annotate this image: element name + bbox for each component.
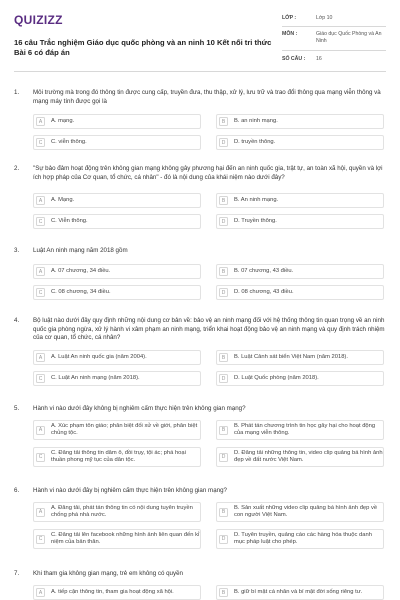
meta-row-subject xyxy=(282,27,386,51)
option-text: A. Xúc phạm tôn giáo; phân biệt đối xử về giới, phân biệt chủng tộc. xyxy=(51,422,198,436)
option-c[interactable] xyxy=(33,135,201,150)
option-letter: D xyxy=(219,453,228,462)
question-number: 5. xyxy=(14,405,20,412)
option-letter: B xyxy=(219,267,228,276)
question-number: 3. xyxy=(14,247,20,254)
option-a[interactable] xyxy=(33,420,201,440)
option-text: D. truyền thông. xyxy=(234,138,276,145)
option-text: D. Tuyên truyền, quảng cáo các hàng hóa thuộc danh mục pháp luật cho phép. xyxy=(234,531,372,545)
question-number: 6. xyxy=(14,487,20,494)
option-text: A. mạng. xyxy=(51,117,75,124)
question-text: "Sự bảo đảm hoạt động trên không gian mạng không gây phương hại đến an ninh quốc gia, trật tự, an toàn xã hội, quyền và lợi ích hợp pháp của Cơ quan, tổ chức, cá nhân" - đó là nội dung của khái niệm nào dưới đây? xyxy=(33,165,383,181)
option-letter: C xyxy=(36,138,45,147)
option-letter: B xyxy=(219,196,228,205)
option-d[interactable] xyxy=(216,529,384,549)
worksheet-header xyxy=(14,10,386,72)
option-letter: D xyxy=(219,288,228,297)
option-letter: C xyxy=(36,453,45,462)
option-b[interactable] xyxy=(216,420,384,440)
option-letter: B xyxy=(219,426,228,435)
option-letter: A xyxy=(36,117,45,126)
option-d[interactable] xyxy=(216,135,384,150)
option-letter: A xyxy=(36,267,45,276)
quizizz-logo[interactable]: QUIZIZZ xyxy=(14,13,63,27)
option-text: B. Sản xuất những video clip quảng bá hình ảnh đẹp về con người Việt Nam. xyxy=(234,504,378,518)
option-a[interactable] xyxy=(33,585,201,600)
option-text: B. An ninh mạng. xyxy=(234,196,279,203)
option-c[interactable] xyxy=(33,214,201,229)
option-a[interactable] xyxy=(33,502,201,522)
option-text: A. tiếp cận thông tin, tham gia hoạt động xã hội. xyxy=(51,588,174,595)
option-c[interactable] xyxy=(33,447,201,467)
option-text: C. Luật An ninh mạng (năm 2018). xyxy=(51,374,140,381)
option-letter: A xyxy=(36,508,45,517)
option-b[interactable] xyxy=(216,585,384,600)
option-text: D. 08 chương, 43 điều. xyxy=(234,288,294,295)
option-c[interactable] xyxy=(33,529,201,549)
question-number: 2. xyxy=(14,165,20,172)
option-letter: D xyxy=(219,535,228,544)
question-text: Khi tham gia không gian mạng, trẻ em không có quyền xyxy=(33,570,183,577)
question-number: 7. xyxy=(14,570,20,577)
option-letter: B xyxy=(219,588,228,597)
option-letter: D xyxy=(219,138,228,147)
question-number: 1. xyxy=(14,89,20,96)
option-b[interactable] xyxy=(216,502,384,522)
option-letter: B xyxy=(219,353,228,362)
question-number: 4. xyxy=(14,317,20,324)
meta-row-count xyxy=(282,51,386,69)
option-d[interactable] xyxy=(216,214,384,229)
option-letter: A xyxy=(36,588,45,597)
option-a[interactable] xyxy=(33,350,201,365)
option-letter: A xyxy=(36,426,45,435)
option-d[interactable] xyxy=(216,285,384,300)
option-letter: C xyxy=(36,217,45,226)
worksheet-title: 16 câu Trắc nghiệm Giáo dục quốc phòng và an ninh 10 Kết nối tri thức Bài 6 có đáp án xyxy=(14,38,272,57)
option-text: B. giữ bí mật cá nhân và bí mật đời sống riêng tư. xyxy=(234,588,363,595)
option-letter: B xyxy=(219,508,228,517)
option-text: D. Truyền thông. xyxy=(234,217,277,224)
meta-value: 16 xyxy=(316,56,322,62)
option-b[interactable] xyxy=(216,193,384,208)
meta-row-class xyxy=(282,10,386,27)
option-c[interactable] xyxy=(33,285,201,300)
option-letter: C xyxy=(36,535,45,544)
option-d[interactable] xyxy=(216,371,384,386)
option-a[interactable] xyxy=(33,193,201,208)
option-b[interactable] xyxy=(216,114,384,129)
question-text: Luật An ninh mạng năm 2018 gồm xyxy=(33,247,128,254)
option-letter: C xyxy=(36,374,45,383)
option-text: C. viễn thông. xyxy=(51,138,87,145)
option-letter: B xyxy=(219,117,228,126)
question-text: Bộ luật nào dưới đây quy định những nội dung cơ bản về: bảo vệ an ninh mạng đối với hệ thống thông tin quan trọng về an ninh quốc gia phòng ngừa, xử lý hành vi xâm phạm an ninh mạng, triển khai hoạt động bảo vệ an ninh mạng và quy định trách nhiệm của cơ quan, tổ chức, cá nhân? xyxy=(33,317,385,341)
option-text: D. Luật Quốc phòng (năm 2018). xyxy=(234,374,319,381)
option-text: B. 07 chương, 43 điều. xyxy=(234,267,294,274)
question-text: Môi trường mà trong đó thông tin được cung cấp, truyền đưa, thu thập, xử lý, lưu trữ và trao đổi thông qua mạng viễn thông và mạng máy tính được gọi là xyxy=(33,89,381,105)
meta-label: LỚP : xyxy=(282,15,297,21)
option-letter: D xyxy=(219,374,228,383)
meta-label: MÔN : xyxy=(282,31,298,37)
option-d[interactable] xyxy=(216,447,384,467)
meta-table xyxy=(282,10,386,69)
option-c[interactable] xyxy=(33,371,201,386)
option-b[interactable] xyxy=(216,350,384,365)
option-a[interactable] xyxy=(33,114,201,129)
option-text: C. Đăng tải lên facebook những hình ảnh liên quan đến kỉ niệm của bản thân. xyxy=(51,531,200,545)
option-letter: A xyxy=(36,196,45,205)
option-text: A. Đăng tải, phát tán thông tin có nội dung tuyên truyền chống phá nhà nước. xyxy=(51,504,193,518)
option-text: B. an ninh mạng. xyxy=(234,117,278,124)
option-text: C. 08 chương, 34 điều. xyxy=(51,288,111,295)
option-text: B. Phát tán chương trình tin học gây hại cho hoạt động của mạng viễn thông. xyxy=(234,422,376,436)
question-text: Hành vi nào dưới đây không bị nghiêm cấm thực hiện trên không gian mạng? xyxy=(33,405,246,412)
option-letter: C xyxy=(36,288,45,297)
option-text: D. Đăng tải những thông tin, video clip quảng bá hình ảnh đẹp về đất nước Việt Nam. xyxy=(234,449,383,463)
option-letter: A xyxy=(36,353,45,362)
option-b[interactable] xyxy=(216,264,384,279)
question-text: Hành vi nào dưới đây bị nghiêm cấm thực hiện trên không gian mạng? xyxy=(33,487,227,494)
option-text: C. Đăng tải thông tin dâm ô, đồi trụy, tội ác; phá hoại thuần phong mỹ tục của dân tộc. xyxy=(51,449,186,463)
option-text: B. Luật Cảnh sát biển Việt Nam (năm 2018). xyxy=(234,353,348,360)
option-letter: D xyxy=(219,217,228,226)
meta-value: Lớp 10 xyxy=(316,15,333,21)
option-text: A. 07 chương, 34 điều. xyxy=(51,267,111,274)
meta-label: SỐ CÂU : xyxy=(282,56,306,62)
option-a[interactable] xyxy=(33,264,201,279)
meta-value: Giáo dục Quốc Phòng và An Ninh xyxy=(316,31,382,44)
option-text: A. Mạng. xyxy=(51,196,75,203)
option-text: A. Luật An ninh quốc gia (năm 2004). xyxy=(51,353,147,360)
option-text: C. Viễn thông. xyxy=(51,217,88,224)
